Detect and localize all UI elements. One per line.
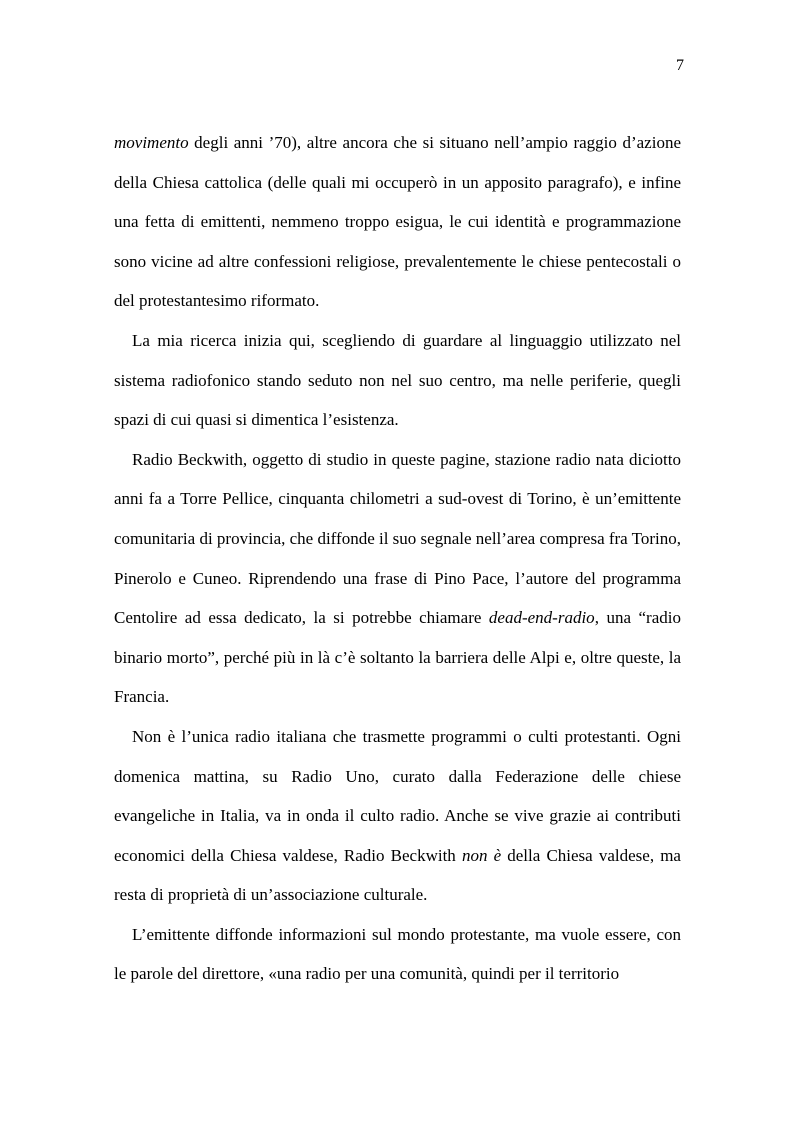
text-segment: Radio Beckwith, oggetto di studio in queste pagine, stazione radio nata diciotto anni fa a Torre Pellice, cinquanta chilometri a sud-ovest di Torino, è un’emittente comunitaria di provincia, che diffonde il suo segnale nell’area compresa fra Torino, Pinerolo e Cuneo. Riprendendo una frase di Pino Pace, l’autore del programma Centolire ad essa dedicato, la si potrebbe chiamare (114, 449, 682, 628)
text-segment-italic: dead-end-radio (488, 608, 595, 628)
paragraph (114, 440, 681, 717)
text-segment-italic: movimento (114, 133, 189, 152)
text-segment: , una “radio binario morto”, perché più in là c’è soltanto la barriera delle Alpi e, oltre queste, la Francia. (114, 608, 681, 707)
body-text (114, 123, 681, 994)
text-segment-italic: non è (461, 845, 502, 865)
paragraph (114, 123, 681, 321)
text-segment: La mia ricerca inizia qui, scegliendo di guardare al linguaggio utilizzato nel sistema radiofonico stando seduto non nel suo centro, ma nelle periferie, quegli spazi di cui quasi si dimentica l’esistenza. (114, 330, 681, 430)
paragraph (114, 915, 681, 994)
paragraph (114, 717, 681, 915)
text-segment: degli anni ’70), altre ancora che si situano nell’ampio raggio d’azione della Chiesa cattolica (delle quali mi occuperò in un apposito paragrafo), e infine una fetta di emittenti, nemmeno troppo esigua, le cui identità e programmazione sono vicine ad altre confessioni religiose, prevalentemente le chiese pentecostali o del protestantesimo riformato. (114, 133, 681, 311)
text-segment: Non è l’unica radio italiana che trasmette programmi o culti protestanti. Ogni domenica mattina, su Radio Uno, curato dalla Federazione delle chiese evangeliche in Italia, va in onda il culto radio. Anche se vive grazie ai contributi economici della Chiesa valdese, Radio Beckwith (114, 726, 681, 865)
paragraph (114, 321, 681, 440)
text-segment: L’emittente diffonde informazioni sul mondo protestante, ma vuole essere, con le parole del direttore, «una radio per una comunità, quindi per il territorio (114, 924, 681, 984)
page-number: 7 (676, 57, 684, 74)
text-segment: della Chiesa valdese, ma resta di proprietà di un’associazione culturale. (114, 845, 681, 905)
